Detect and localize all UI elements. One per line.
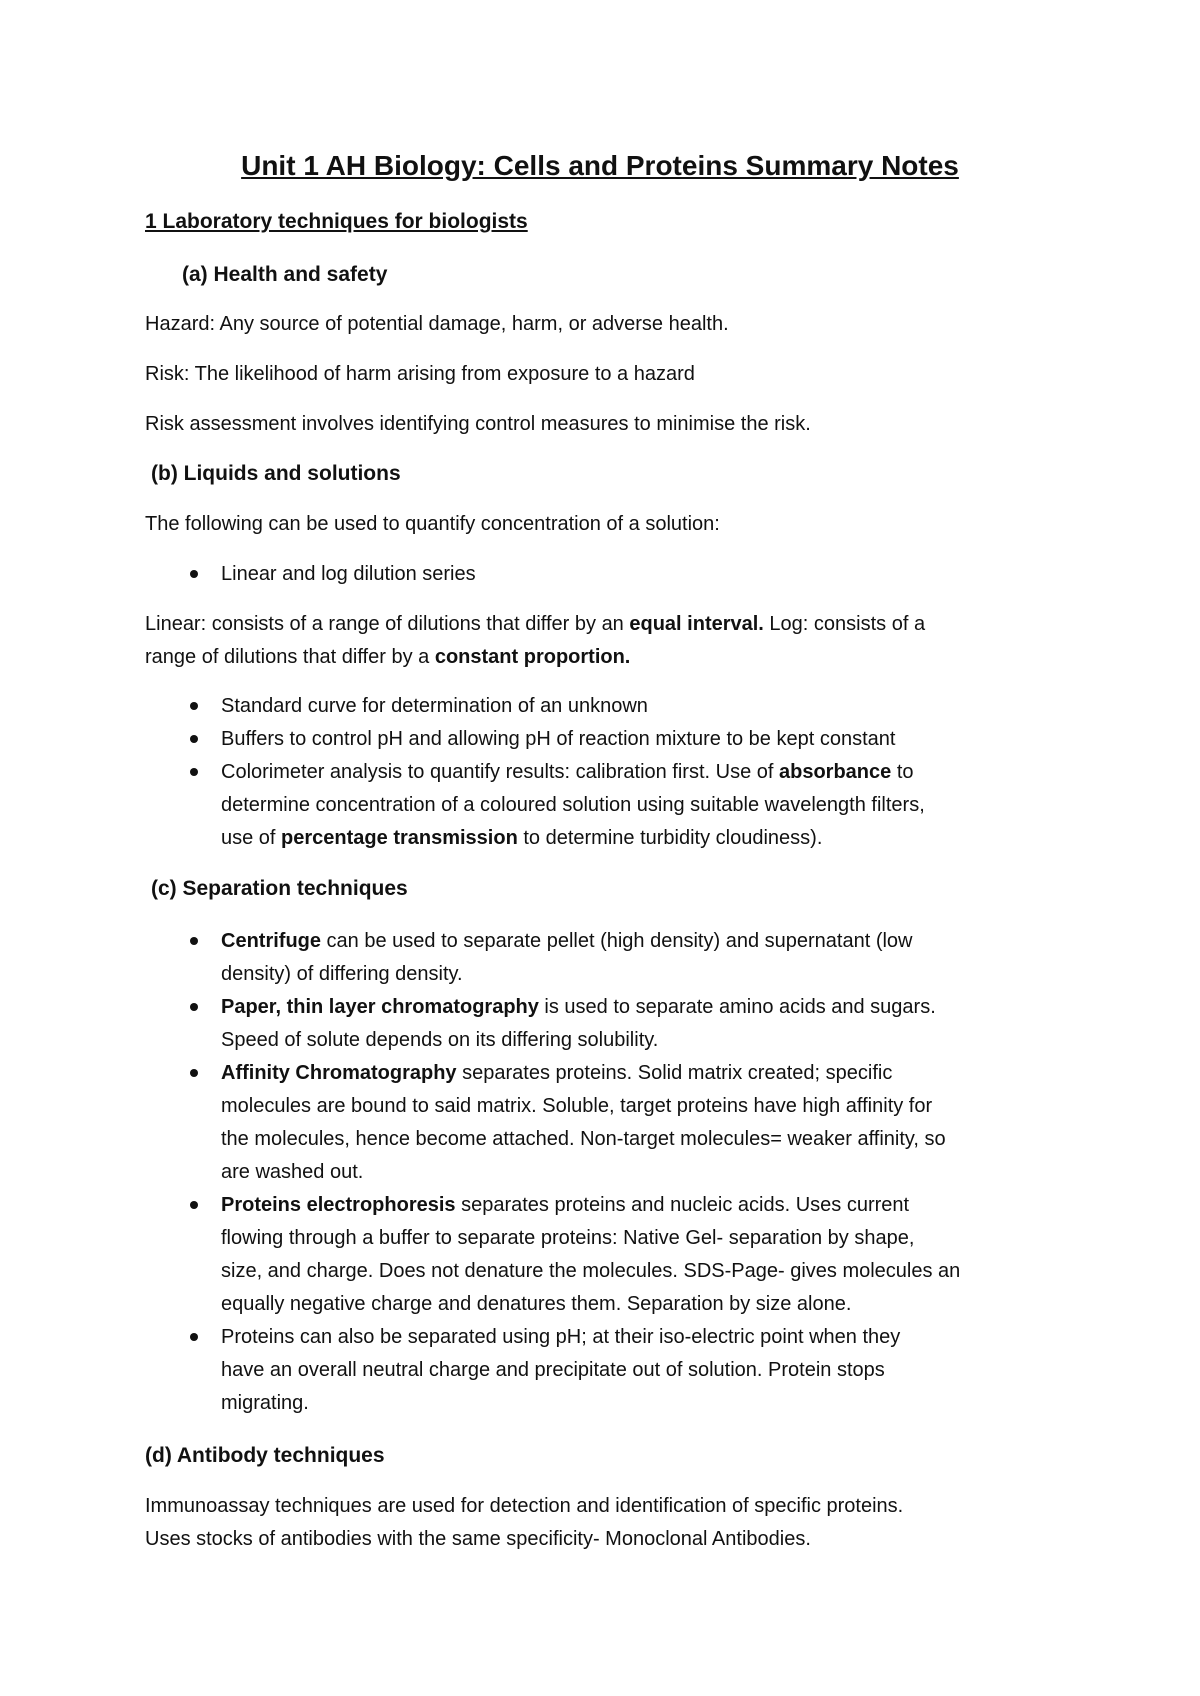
bullet-icon <box>190 735 198 743</box>
list-item-continuation: determine concentration of a coloured solution using suitable wavelength filters, <box>221 794 925 816</box>
subheading-health-safety: (a) Health and safety <box>182 263 388 286</box>
bullet-icon <box>190 570 198 578</box>
list-item: Proteins electrophoresis separates proteins and nucleic acids. Uses current <box>221 1194 910 1216</box>
quantify-intro: The following can be used to quantify concentration of a solution: <box>145 513 720 535</box>
list-item-continuation: equally negative charge and denatures them. Separation by size alone. <box>221 1293 852 1315</box>
risk-definition: Risk: The likelihood of harm arising from exposure to a hazard <box>145 363 695 385</box>
list-item: Linear and log dilution series <box>221 563 476 585</box>
list-item: Paper, thin layer chromatography is used to separate amino acids and sugars. <box>221 996 936 1018</box>
section-heading-lab-techniques: 1 Laboratory techniques for biologists <box>145 210 528 233</box>
list-item-continuation: migrating. <box>221 1392 309 1414</box>
list-item-continuation: the molecules, hence become attached. Non-target molecules= weaker affinity, so <box>221 1128 946 1150</box>
subheading-separation-techniques: (c) Separation techniques <box>151 877 408 900</box>
list-item-continuation: use of percentage transmission to determine turbidity cloudiness). <box>221 827 823 849</box>
list-item: Affinity Chromatography separates proteins. Solid matrix created; specific <box>221 1062 893 1084</box>
list-item-continuation: are washed out. <box>221 1161 364 1183</box>
list-item-continuation: size, and charge. Does not denature the molecules. SDS-Page- gives molecules an <box>221 1260 961 1282</box>
bullet-icon <box>190 1003 198 1011</box>
linear-definition-line1: Linear: consists of a range of dilutions that differ by an equal interval. Log: consists of a <box>145 613 926 635</box>
list-item-continuation: density) of differing density. <box>221 963 463 985</box>
list-item-continuation: have an overall neutral charge and precipitate out of solution. Protein stops <box>221 1359 885 1381</box>
subheading-antibody-techniques: (d) Antibody techniques <box>145 1444 385 1467</box>
bullet-icon <box>190 1069 198 1077</box>
bullet-icon <box>190 1201 198 1209</box>
subheading-liquids-solutions: (b) Liquids and solutions <box>151 462 401 485</box>
bullet-icon <box>190 937 198 945</box>
list-item: Buffers to control pH and allowing pH of reaction mixture to be kept constant <box>221 728 896 750</box>
bullet-icon <box>190 702 198 710</box>
risk-assessment-text: Risk assessment involves identifying control measures to minimise the risk. <box>145 413 811 435</box>
list-item: Proteins can also be separated using pH; at their iso-electric point when they <box>221 1326 901 1348</box>
list-item-continuation: flowing through a buffer to separate proteins: Native Gel- separation by shape, <box>221 1227 915 1249</box>
immunoassay-line1: Immunoassay techniques are used for detection and identification of specific proteins. <box>145 1495 904 1517</box>
linear-definition-line2: range of dilutions that differ by a constant proportion. <box>145 646 631 668</box>
list-item: Standard curve for determination of an unknown <box>221 695 648 717</box>
bullet-icon <box>190 768 198 776</box>
hazard-definition: Hazard: Any source of potential damage, harm, or adverse health. <box>145 313 729 335</box>
list-item-continuation: molecules are bound to said matrix. Soluble, target proteins have high affinity for <box>221 1095 933 1117</box>
list-item-continuation: Speed of solute depends on its differing solubility. <box>221 1029 659 1051</box>
page-title: Unit 1 AH Biology: Cells and Proteins Summary Notes <box>241 150 959 181</box>
immunoassay-line2: Uses stocks of antibodies with the same specificity- Monoclonal Antibodies. <box>145 1528 811 1550</box>
bullet-icon <box>190 1333 198 1341</box>
list-item: Centrifuge can be used to separate pellet (high density) and supernatant (low <box>221 930 913 952</box>
list-item: Colorimeter analysis to quantify results: calibration first. Use of absorbance to <box>221 761 914 783</box>
